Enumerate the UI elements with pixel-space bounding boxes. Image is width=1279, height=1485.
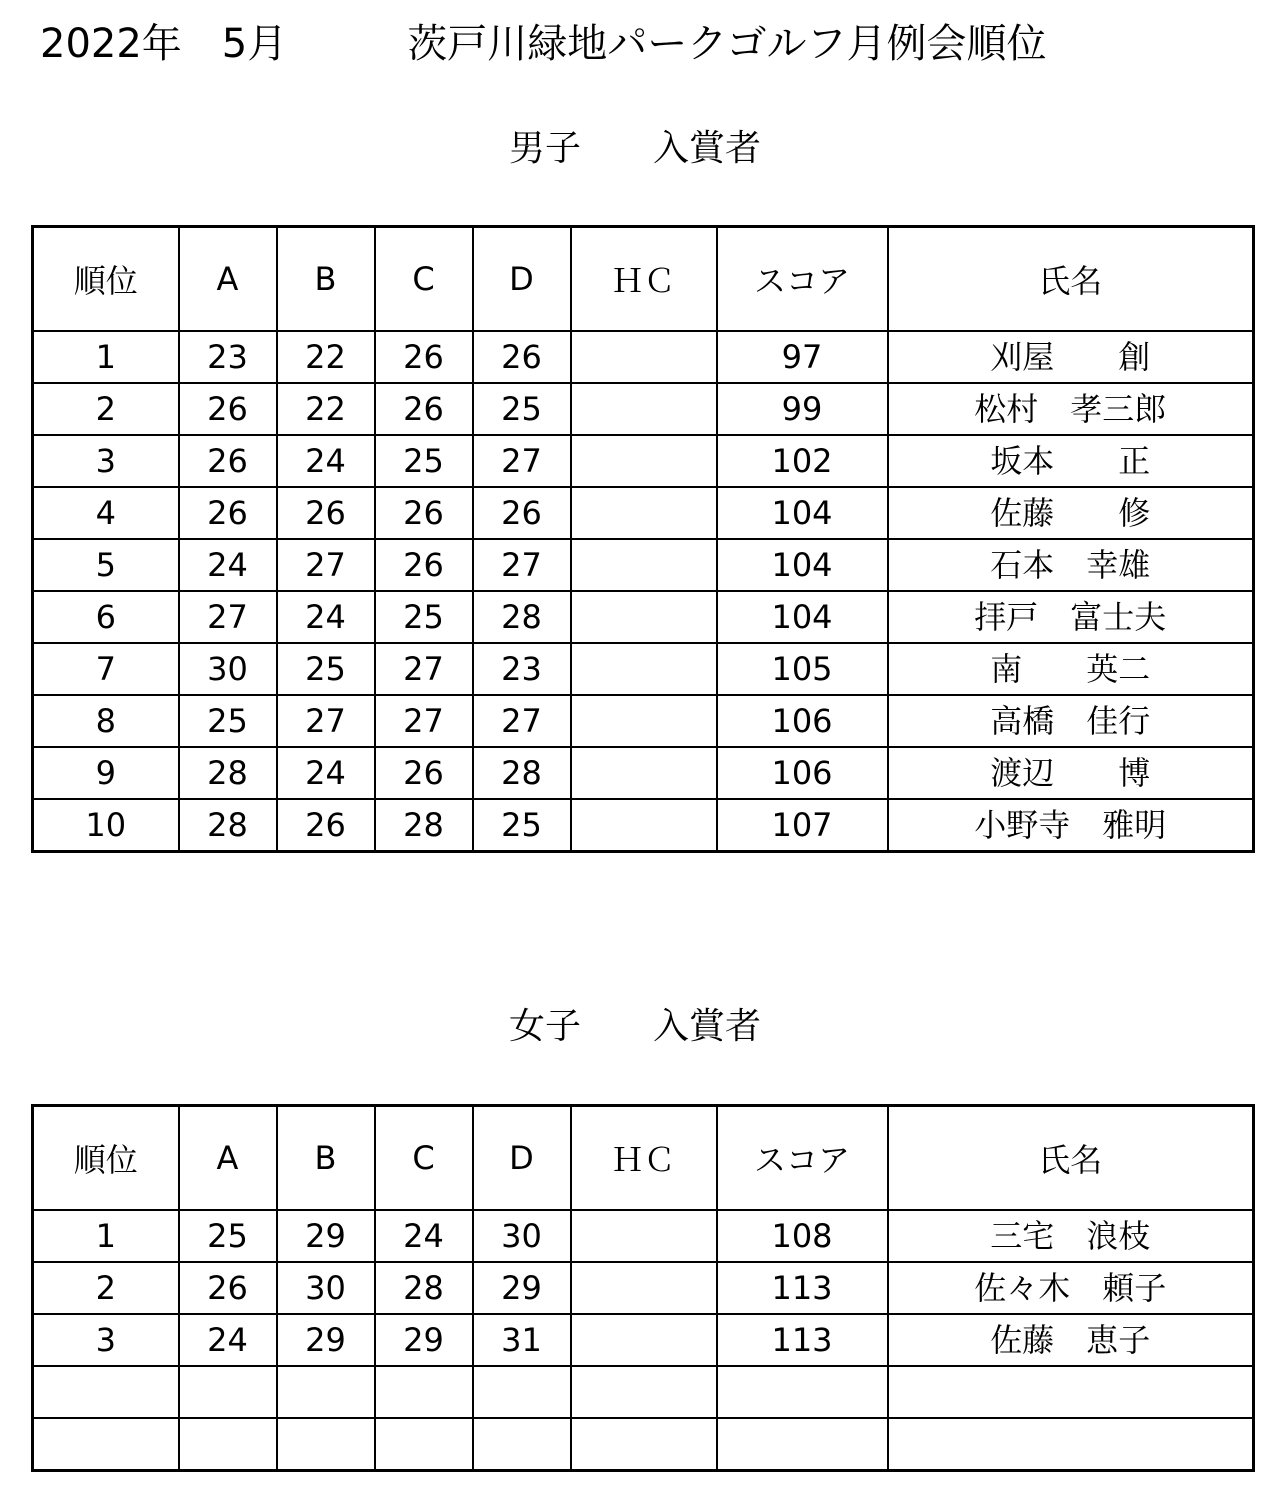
cell-a: 26 (179, 435, 277, 487)
cell-c (375, 1418, 473, 1471)
table-header-row (33, 227, 1254, 332)
cell-d: 26 (473, 487, 571, 539)
cell-b: 26 (277, 799, 375, 852)
table-row (33, 331, 1254, 383)
table-row (33, 799, 1254, 852)
cell-rank: 3 (33, 435, 179, 487)
cell-c: 24 (375, 1210, 473, 1262)
cell-d: 27 (473, 695, 571, 747)
cell-name: 佐藤 修 (888, 487, 1254, 539)
header-c: C (375, 227, 473, 332)
cell-rank: 3 (33, 1314, 179, 1366)
cell-name (888, 1418, 1254, 1471)
header-hc: ＨＣ (571, 227, 717, 332)
cell-rank: 7 (33, 643, 179, 695)
cell-d (473, 1418, 571, 1471)
cell-d: 25 (473, 799, 571, 852)
cell-hc (571, 539, 717, 591)
cell-rank (33, 1366, 179, 1418)
cell-a: 27 (179, 591, 277, 643)
cell-b (277, 1366, 375, 1418)
cell-a: 28 (179, 747, 277, 799)
cell-hc (571, 1262, 717, 1314)
cell-b: 26 (277, 487, 375, 539)
cell-hc (571, 799, 717, 852)
cell-c: 26 (375, 487, 473, 539)
cell-score: 104 (717, 487, 888, 539)
cell-d: 27 (473, 539, 571, 591)
cell-b: 29 (277, 1314, 375, 1366)
cell-rank (33, 1418, 179, 1471)
table-row (33, 435, 1254, 487)
cell-rank: 2 (33, 1262, 179, 1314)
cell-score: 106 (717, 695, 888, 747)
header-d: D (473, 1106, 571, 1211)
cell-name: 刈屋 創 (888, 331, 1254, 383)
cell-c: 27 (375, 695, 473, 747)
header-b: B (277, 227, 375, 332)
cell-rank: 1 (33, 1210, 179, 1262)
cell-rank: 5 (33, 539, 179, 591)
cell-a (179, 1366, 277, 1418)
cell-rank: 4 (33, 487, 179, 539)
cell-d: 28 (473, 747, 571, 799)
table-row (33, 1418, 1254, 1471)
table-row (33, 747, 1254, 799)
cell-a: 23 (179, 331, 277, 383)
cell-name: 佐藤 恵子 (888, 1314, 1254, 1366)
cell-c: 28 (375, 799, 473, 852)
women-section-heading: 女子 入賞者 (509, 1006, 762, 1047)
cell-name: 三宅 浪枝 (888, 1210, 1254, 1262)
cell-hc (571, 331, 717, 383)
cell-score: 104 (717, 591, 888, 643)
cell-a: 28 (179, 799, 277, 852)
cell-rank: 10 (33, 799, 179, 852)
cell-a: 25 (179, 695, 277, 747)
cell-c (375, 1366, 473, 1418)
table-row (33, 643, 1254, 695)
cell-score: 99 (717, 383, 888, 435)
table-row (33, 1366, 1254, 1418)
cell-score: 113 (717, 1262, 888, 1314)
cell-score (717, 1418, 888, 1471)
cell-rank: 6 (33, 591, 179, 643)
cell-c: 26 (375, 747, 473, 799)
table-row (33, 1210, 1254, 1262)
men-section-heading: 男子 入賞者 (509, 128, 762, 169)
cell-score: 108 (717, 1210, 888, 1262)
cell-name: 渡辺 博 (888, 747, 1254, 799)
cell-d: 23 (473, 643, 571, 695)
cell-b (277, 1418, 375, 1471)
header-d: D (473, 227, 571, 332)
cell-c: 26 (375, 539, 473, 591)
table-row (33, 383, 1254, 435)
women-ranking-table (31, 1104, 1255, 1472)
header-score: スコア (717, 1106, 888, 1211)
header-rank: 順位 (33, 227, 179, 332)
cell-score: 106 (717, 747, 888, 799)
cell-score (717, 1366, 888, 1418)
cell-hc (571, 1366, 717, 1418)
cell-d: 29 (473, 1262, 571, 1314)
cell-a: 26 (179, 1262, 277, 1314)
cell-name: 拝戸 富士夫 (888, 591, 1254, 643)
cell-a: 24 (179, 539, 277, 591)
cell-score: 102 (717, 435, 888, 487)
cell-hc (571, 383, 717, 435)
cell-a: 30 (179, 643, 277, 695)
cell-b: 29 (277, 1210, 375, 1262)
header-c: C (375, 1106, 473, 1211)
cell-hc (571, 1418, 717, 1471)
cell-hc (571, 1210, 717, 1262)
cell-d: 26 (473, 331, 571, 383)
cell-c: 27 (375, 643, 473, 695)
cell-rank: 2 (33, 383, 179, 435)
cell-hc (571, 643, 717, 695)
table-header-row (33, 1106, 1254, 1211)
header-name: 氏名 (888, 227, 1254, 332)
cell-name: 高橋 佳行 (888, 695, 1254, 747)
table-row (33, 487, 1254, 539)
men-ranking-table (31, 225, 1255, 853)
table-row (33, 1314, 1254, 1366)
cell-c: 26 (375, 383, 473, 435)
cell-a: 24 (179, 1314, 277, 1366)
table-row (33, 539, 1254, 591)
cell-hc (571, 435, 717, 487)
cell-score: 97 (717, 331, 888, 383)
cell-b: 27 (277, 539, 375, 591)
cell-d: 30 (473, 1210, 571, 1262)
cell-c: 28 (375, 1262, 473, 1314)
cell-b: 24 (277, 591, 375, 643)
cell-hc (571, 591, 717, 643)
cell-b: 22 (277, 331, 375, 383)
cell-b: 22 (277, 383, 375, 435)
cell-hc (571, 487, 717, 539)
cell-a: 26 (179, 487, 277, 539)
header-b: B (277, 1106, 375, 1211)
cell-rank: 1 (33, 331, 179, 383)
cell-c: 29 (375, 1314, 473, 1366)
cell-score: 104 (717, 539, 888, 591)
cell-name: 佐々木 頼子 (888, 1262, 1254, 1314)
cell-name: 松村 孝三郎 (888, 383, 1254, 435)
cell-b: 25 (277, 643, 375, 695)
cell-rank: 9 (33, 747, 179, 799)
cell-name: 南 英二 (888, 643, 1254, 695)
header-hc: ＨＣ (571, 1106, 717, 1211)
cell-a: 25 (179, 1210, 277, 1262)
table-row (33, 1262, 1254, 1314)
cell-a (179, 1418, 277, 1471)
cell-c: 25 (375, 591, 473, 643)
cell-score: 107 (717, 799, 888, 852)
header-name: 氏名 (888, 1106, 1254, 1211)
cell-name: 小野寺 雅明 (888, 799, 1254, 852)
cell-score: 113 (717, 1314, 888, 1366)
cell-d: 25 (473, 383, 571, 435)
page-title: 2022年 5月 茨戸川緑地パークゴルフ月例会順位 (40, 21, 1047, 67)
cell-c: 25 (375, 435, 473, 487)
cell-d: 28 (473, 591, 571, 643)
cell-d: 27 (473, 435, 571, 487)
cell-score: 105 (717, 643, 888, 695)
cell-name: 坂本 正 (888, 435, 1254, 487)
cell-b: 27 (277, 695, 375, 747)
header-a: A (179, 1106, 277, 1211)
cell-d: 31 (473, 1314, 571, 1366)
cell-b: 30 (277, 1262, 375, 1314)
header-rank: 順位 (33, 1106, 179, 1211)
cell-d (473, 1366, 571, 1418)
cell-name: 石本 幸雄 (888, 539, 1254, 591)
cell-a: 26 (179, 383, 277, 435)
table-row (33, 591, 1254, 643)
cell-hc (571, 747, 717, 799)
cell-hc (571, 695, 717, 747)
cell-name (888, 1366, 1254, 1418)
table-row (33, 695, 1254, 747)
cell-hc (571, 1314, 717, 1366)
cell-c: 26 (375, 331, 473, 383)
header-score: スコア (717, 227, 888, 332)
cell-rank: 8 (33, 695, 179, 747)
cell-b: 24 (277, 747, 375, 799)
header-a: A (179, 227, 277, 332)
cell-b: 24 (277, 435, 375, 487)
